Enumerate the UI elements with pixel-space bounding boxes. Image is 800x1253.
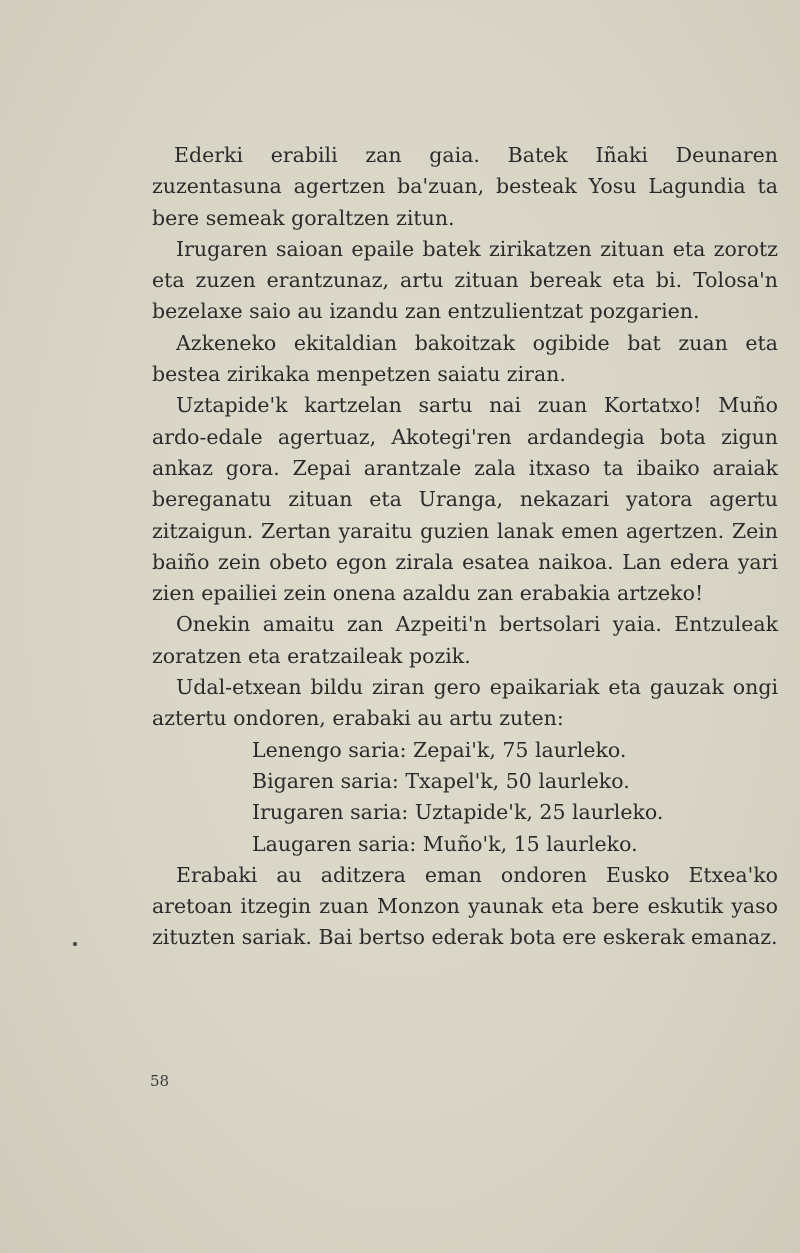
ink-speck [73,942,77,946]
page-number: 58 [150,1072,170,1090]
paragraph: Onekin amaitu zan Azpeiti'n bertsolari yaia. Entzuleak zoratzen eta eratzaileak pozik. [152,612,778,668]
paragraph: Ederki erabili zan gaia. Batek Iñaki Deunaren zuzentasuna agertzen ba'zuan, besteak Yosu Lagundia ta bere semeak goraltzen zitun. [152,143,778,230]
paragraph: Udal-etxean bildu ziran gero epaikariak eta gauzak ongi aztertu ondoren, erabaki au artu zuten: [152,675,778,731]
paragraph: Irugaren saioan epaile batek zirikatzen zituan eta zorotz eta zuzen erantzunaz, artu zituan bereak eta bi. Tolosa'n bezelaxe saio au izandu zan entzulientzat pozgarien. [152,236,778,324]
paragraph: Uztapide'k kartzelan sartu nai zuan Kortatxo! Muño ardo-edale agertuaz, Akotegi'ren ardandegia bota zigun ankaz gora. Zepai arantzale zala itxaso ta ibaiko araiak bereganatu zituan eta Uranga, nekazari yatora agertu zitzaigun. Zertan yaraitu guzien lanak emen agertzen. Zein baiño zein obeto egon zirala esatea naikoa. Lan edera yari zien epailiei zein onena azaldu zan erabakia artzeko! [152,393,778,606]
prize-line: Lenengo saria: Zepai'k, 75 laurleko. [252,737,627,762]
page-text [152,140,778,954]
prize-line: Irugaren saria: Uztapide'k, 25 laurleko. [252,800,664,825]
prize-line: Bigaren saria: Txapel'k, 50 laurleko. [252,768,630,793]
prize-list [152,735,778,860]
paragraph: Azkeneko ekitaldian bakoitzak ogibide bat zuan eta bestea zirikaka menpetzen saiatu ziran. [152,330,778,387]
prize-line: Laugaren saria: Muño'k, 15 laurleko. [252,831,638,856]
closing-paragraph: Erabaki au aditzera eman ondoren Eusko Etxea'ko aretoan itzegin zuan Monzon yaunak eta bere eskutik yaso zituzten sariak. Bai bertso ederak bota ere eskerak emanaz. [152,862,778,950]
